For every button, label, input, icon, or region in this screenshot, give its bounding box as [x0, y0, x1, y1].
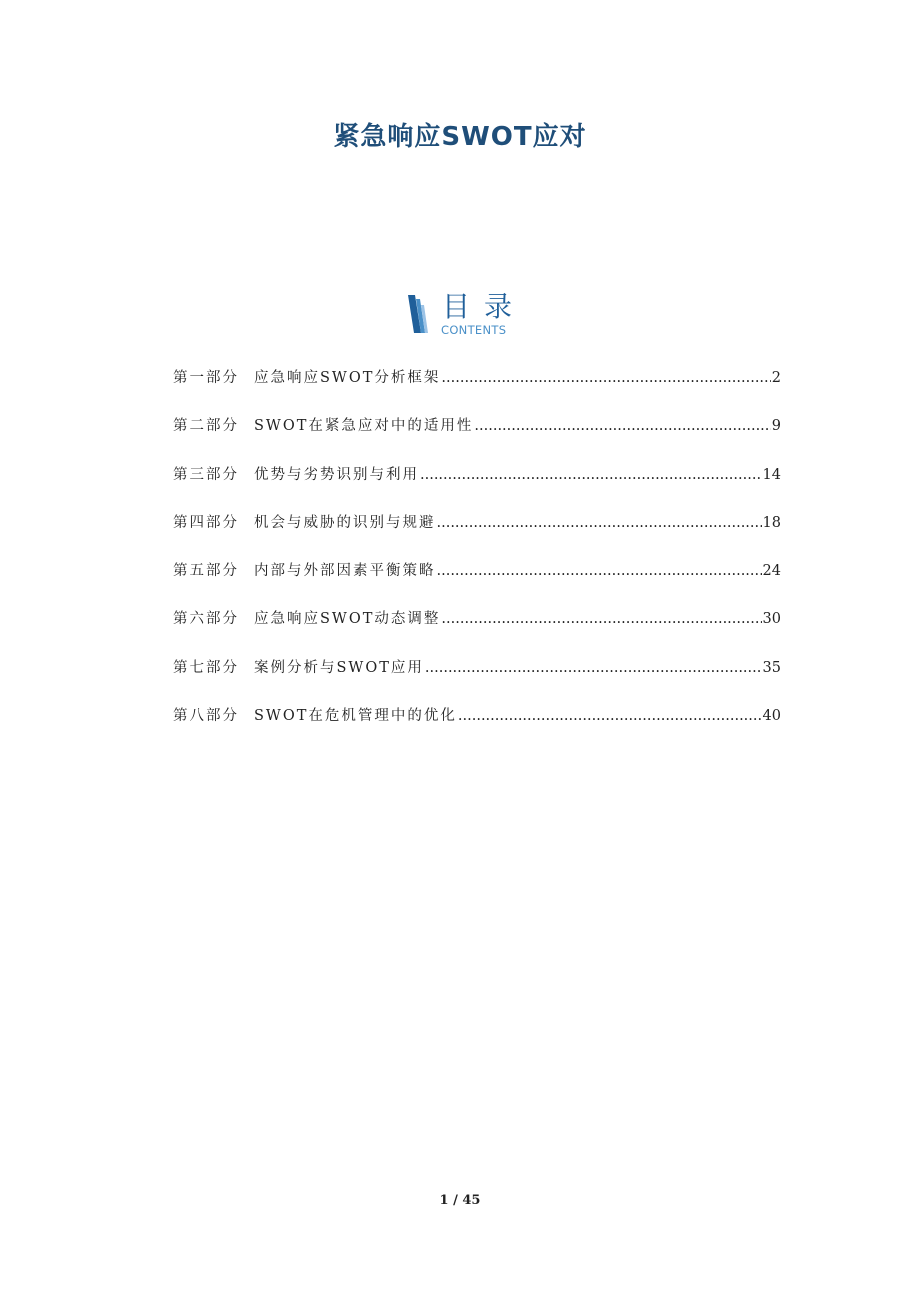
book-spine-icon	[406, 295, 432, 335]
toc-entry-2[interactable]	[173, 414, 781, 462]
table-of-contents	[173, 366, 781, 752]
toc-heading: 目录	[442, 290, 527, 323]
toc-part-label: 第一部分	[173, 370, 239, 386]
toc-entry-title: 机会与威胁的识别与规避	[254, 514, 436, 531]
toc-page-number: 24	[762, 563, 781, 580]
toc-page-number: 14	[762, 466, 781, 483]
toc-entry-title: 应急响应SWOT动态调整	[254, 611, 441, 628]
toc-part-label: 第四部分	[173, 514, 239, 531]
toc-header	[406, 292, 536, 342]
toc-entry-title: 应急响应SWOT分析框架	[254, 370, 441, 386]
toc-entry-5[interactable]	[173, 559, 781, 607]
toc-entry-title: SWOT在紧急应对中的适用性	[254, 418, 474, 435]
toc-dot-leader	[437, 563, 762, 579]
toc-page-number: 9	[771, 418, 781, 435]
toc-page-number: 35	[762, 659, 781, 676]
toc-dot-leader	[458, 708, 762, 724]
toc-entry-1[interactable]	[173, 366, 781, 414]
toc-dot-leader	[437, 515, 762, 531]
toc-entry-title: 优势与劣势识别与利用	[254, 466, 419, 483]
toc-subheading: CONTENTS	[441, 323, 507, 337]
toc-entry-title: 案例分析与SWOT应用	[254, 659, 424, 676]
toc-page-number: 30	[762, 611, 781, 628]
toc-dot-leader	[474, 418, 770, 434]
toc-dot-leader	[425, 660, 762, 676]
toc-dot-leader	[441, 611, 761, 627]
toc-part-label: 第八部分	[173, 708, 239, 725]
toc-part-label: 第七部分	[173, 659, 239, 676]
toc-page-number: 40	[762, 708, 781, 725]
toc-entry-7[interactable]	[173, 656, 781, 704]
toc-page-number: 18	[762, 514, 781, 531]
toc-part-label: 第二部分	[173, 418, 239, 435]
toc-entry-3[interactable]	[173, 463, 781, 511]
toc-dot-leader	[420, 467, 762, 483]
toc-part-label: 第三部分	[173, 466, 239, 483]
toc-dot-leader	[441, 370, 770, 386]
toc-entry-title: 内部与外部因素平衡策略	[254, 563, 436, 580]
toc-part-label: 第五部分	[173, 563, 239, 580]
page-number-footer: 1 / 45	[439, 1193, 481, 1208]
document-title: 紧急响应SWOT应对	[333, 122, 587, 152]
toc-entry-4[interactable]	[173, 511, 781, 559]
toc-entry-6[interactable]	[173, 607, 781, 655]
toc-entry-title: SWOT在危机管理中的优化	[254, 708, 457, 725]
toc-part-label: 第六部分	[173, 611, 239, 628]
toc-entry-8[interactable]	[173, 704, 781, 752]
toc-page-number: 2	[771, 370, 781, 386]
